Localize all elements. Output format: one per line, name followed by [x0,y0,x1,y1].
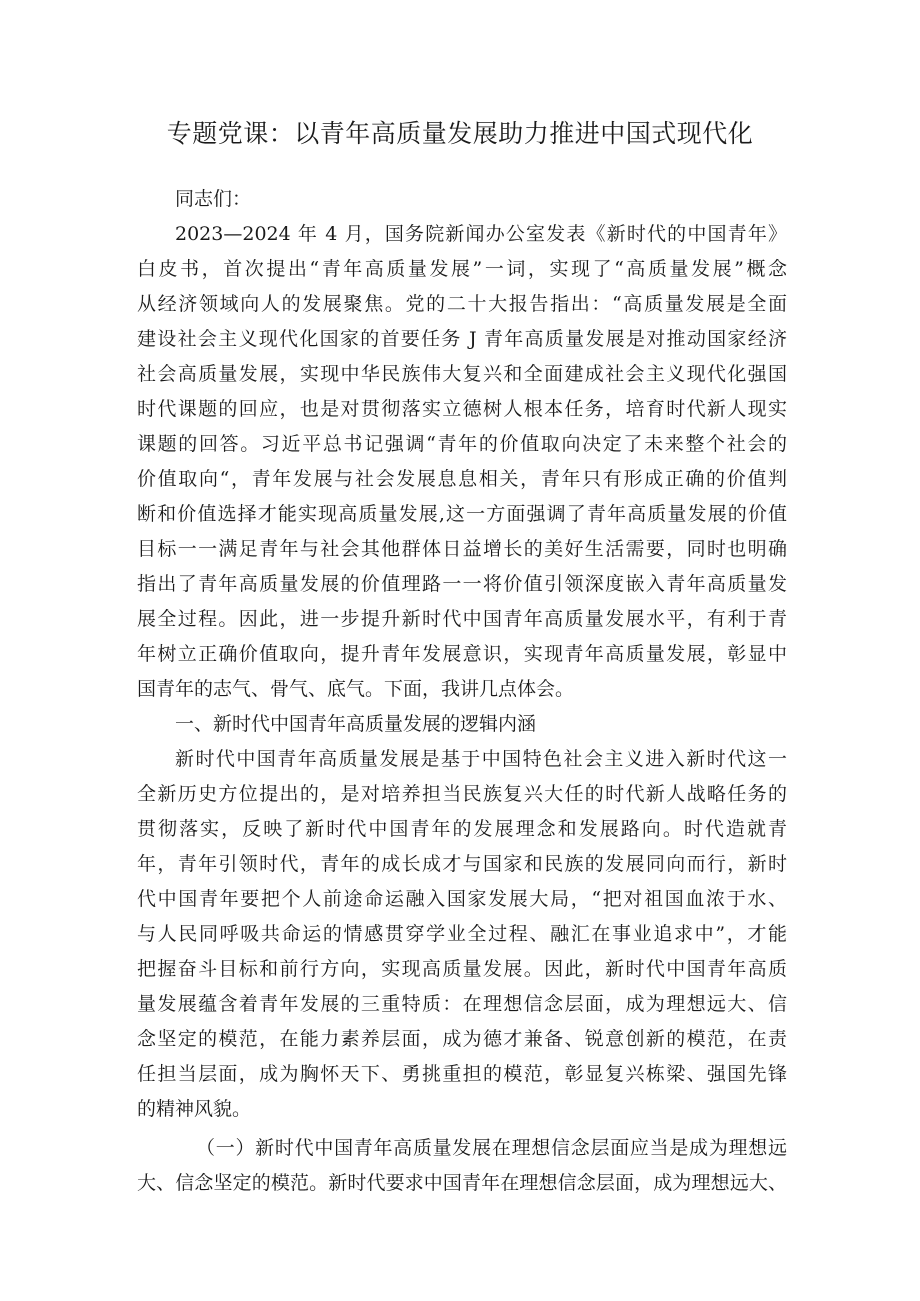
paragraph-line: 大、信念坚定的模范。新时代要求中国青年在理想信念层面，成为理想远大、 [137,1172,787,1194]
subsection-heading: （一）新时代中国青年高质量发展在理想信念层面应当是成为理想远 [196,1137,787,1159]
document-title: 专题党课：以青年高质量发展助力推进中国式现代化 [166,119,754,148]
paragraph-line: 展全过程。因此，进一步提升新时代中国青年高质量发展水平，有利于青 [137,608,787,630]
section-heading: 一、新时代中国青年高质量发展的逻辑内涵 [175,713,537,735]
paragraph-line: 把握奋斗目标和前行方向，实现高质量发展。因此，新时代中国青年高质 [137,958,787,980]
paragraph-line: 与人民同呼吸共命运的情感贯穿学业全过程、融汇在事业追求中”，才能 [137,923,787,945]
paragraph-line: 年树立正确价值取向，提升青年发展意识，实现青年高质量发展，彰显中 [137,643,787,665]
paragraph-line: 白皮书，首次提出“青年高质量发展”一词，实现了“高质量发展”概念 [137,258,787,280]
paragraph-line: 代中国青年要把个人前途命运融入国家发展大局，“把对祖国血浓于水、 [137,888,787,910]
paragraph-line: 新时代中国青年高质量发展是基于中国特色社会主义进入新时代这一 [175,748,787,770]
paragraph-line: 2023—2024 年 4 月，国务院新闻办公室发表《新时代的中国青年》 [175,223,787,245]
paragraph-line: 国青年的志气、骨气、底气。下面，我讲几点体会。 [137,678,575,700]
paragraph-line: 任担当层面，成为胸怀天下、勇挑重担的模范，彰显复兴栋梁、强国先锋 [137,1063,787,1085]
paragraph-line: 目标一一满足青年与社会其他群体日益增长的美好生活需要，同时也明确 [137,538,787,560]
paragraph-line: 社会高质量发展，实现中华民族伟大复兴和全面建成社会主义现代化强国 [137,363,787,385]
paragraph-line: 的精神风貌。 [137,1098,252,1120]
paragraph-line: 建设社会主义现代化国家的首要任务 J 青年高质量发展是对推动国家经济 [137,328,787,350]
salutation: 同志们： [175,188,252,210]
paragraph-line: 念坚定的模范，在能力素养层面，成为德才兼备、锐意创新的模范，在责 [137,1028,787,1050]
paragraph-line: 课题的回答。习近平总书记强调“青年的价值取向决定了未来整个社会的 [137,433,787,455]
paragraph-line: 断和价值选择才能实现高质量发展,这一方面强调了青年高质量发展的价值 [137,503,787,525]
paragraph-line: 价值取向“，青年发展与社会发展息息相关，青年只有形成正确的价值判 [137,468,787,490]
paragraph-line: 时代课题的回应，也是对贯彻落实立德树人根本任务，培育时代新人现实 [137,398,787,420]
paragraph-line: 全新历史方位提出的，是对培养担当民族复兴大任的时代新人战略任务的 [137,783,787,805]
paragraph-line: 量发展蕴含着青年发展的三重特质：在理想信念层面，成为理想远大、信 [137,993,787,1015]
paragraph-line: 从经济领域向人的发展聚焦。党的二十大报告指出：“高质量发展是全面 [137,293,787,315]
paragraph-line: 年，青年引领时代，青年的成长成才与国家和民族的发展同向而行，新时 [137,853,787,875]
paragraph-line: 指出了青年高质量发展的价值理路一一将价值引领深度嵌入青年高质量发 [137,573,787,595]
paragraph-line: 贯彻落实，反映了新时代中国青年的发展理念和发展路向。时代造就青 [137,818,787,840]
